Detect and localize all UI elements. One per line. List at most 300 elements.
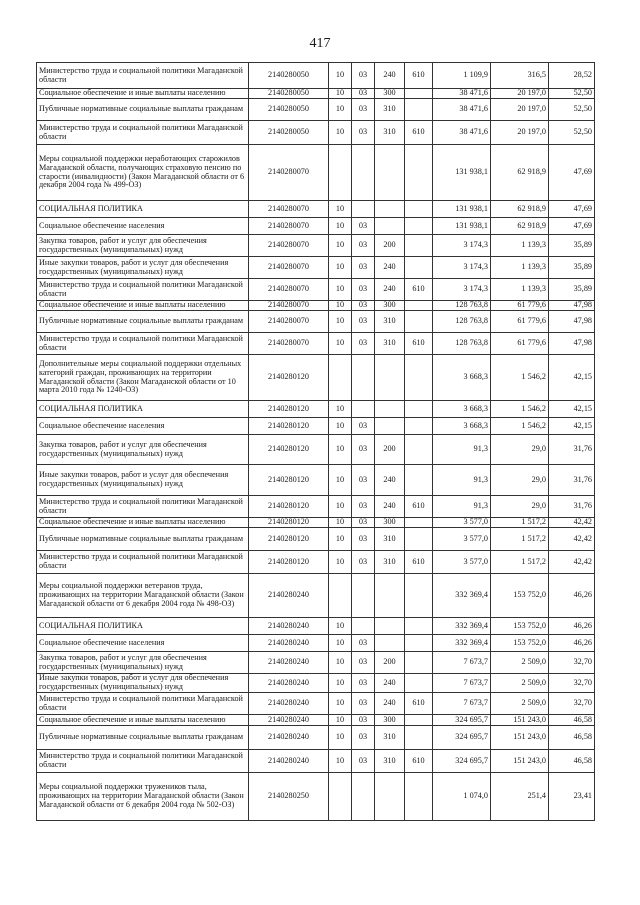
actual-amount-cell: 151 243,0 bbox=[491, 715, 549, 726]
section-cell: 10 bbox=[329, 652, 352, 674]
expense-type-cell bbox=[375, 574, 405, 618]
subsection-cell bbox=[352, 401, 375, 418]
row-name-cell: Министерство труда и социальной политики Магаданской области bbox=[37, 750, 249, 773]
actual-amount-cell: 1 546,2 bbox=[491, 401, 549, 418]
subsection-cell: 03 bbox=[352, 635, 375, 652]
target-article-cell: 2140280120 bbox=[249, 418, 329, 435]
expense-type-cell bbox=[375, 618, 405, 635]
administrator-cell: 610 bbox=[405, 551, 433, 574]
row-name-cell: Социальное обеспечение и иные выплаты населению bbox=[37, 301, 249, 311]
planned-amount-cell: 7 673,7 bbox=[433, 693, 491, 715]
expense-type-cell: 240 bbox=[375, 465, 405, 496]
row-name-cell: Министерство труда и социальной политики Магаданской области bbox=[37, 333, 249, 355]
administrator-cell bbox=[405, 618, 433, 635]
row-name-cell: Закупка товаров, работ и услуг для обеспечения государственных (муниципальных) нужд bbox=[37, 652, 249, 674]
section-cell: 10 bbox=[329, 715, 352, 726]
execution-percent-cell: 47,98 bbox=[549, 311, 595, 333]
expense-type-cell bbox=[375, 201, 405, 218]
actual-amount-cell: 61 779,6 bbox=[491, 333, 549, 355]
table-row bbox=[37, 145, 595, 201]
actual-amount-cell: 2 509,0 bbox=[491, 652, 549, 674]
administrator-cell bbox=[405, 89, 433, 99]
expense-type-cell: 200 bbox=[375, 652, 405, 674]
subsection-cell: 03 bbox=[352, 715, 375, 726]
execution-percent-cell: 42,15 bbox=[549, 401, 595, 418]
administrator-cell bbox=[405, 435, 433, 465]
section-cell: 10 bbox=[329, 218, 352, 235]
administrator-cell bbox=[405, 311, 433, 333]
target-article-cell: 2140280070 bbox=[249, 333, 329, 355]
administrator-cell bbox=[405, 635, 433, 652]
planned-amount-cell: 324 695,7 bbox=[433, 715, 491, 726]
row-name-cell: Публичные нормативные социальные выплаты гражданам bbox=[37, 311, 249, 333]
subsection-cell: 03 bbox=[352, 235, 375, 257]
subsection-cell bbox=[352, 145, 375, 201]
subsection-cell: 03 bbox=[352, 333, 375, 355]
subsection-cell: 03 bbox=[352, 652, 375, 674]
planned-amount-cell: 7 673,7 bbox=[433, 674, 491, 693]
actual-amount-cell: 1 139,3 bbox=[491, 257, 549, 279]
actual-amount-cell: 1 139,3 bbox=[491, 279, 549, 301]
table-row bbox=[37, 333, 595, 355]
execution-percent-cell: 47,69 bbox=[549, 145, 595, 201]
actual-amount-cell: 151 243,0 bbox=[491, 726, 549, 750]
administrator-cell bbox=[405, 773, 433, 821]
subsection-cell bbox=[352, 773, 375, 821]
section-cell bbox=[329, 355, 352, 401]
planned-amount-cell: 128 763,8 bbox=[433, 333, 491, 355]
expense-type-cell: 200 bbox=[375, 235, 405, 257]
section-cell: 10 bbox=[329, 99, 352, 121]
row-name-cell: Министерство труда и социальной политики Магаданской области bbox=[37, 121, 249, 145]
section-cell bbox=[329, 145, 352, 201]
subsection-cell bbox=[352, 355, 375, 401]
section-cell: 10 bbox=[329, 311, 352, 333]
target-article-cell: 2140280070 bbox=[249, 145, 329, 201]
row-name-cell: Иные закупки товаров, работ и услуг для обеспечения государственных (муниципальных) нужд bbox=[37, 257, 249, 279]
execution-percent-cell: 32,70 bbox=[549, 693, 595, 715]
section-cell: 10 bbox=[329, 435, 352, 465]
actual-amount-cell: 1 546,2 bbox=[491, 418, 549, 435]
administrator-cell: 610 bbox=[405, 693, 433, 715]
expense-type-cell: 300 bbox=[375, 518, 405, 528]
expense-type-cell: 200 bbox=[375, 435, 405, 465]
target-article-cell: 2140280120 bbox=[249, 435, 329, 465]
expense-type-cell bbox=[375, 145, 405, 201]
table-body bbox=[37, 63, 595, 821]
administrator-cell: 610 bbox=[405, 63, 433, 89]
expense-type-cell: 240 bbox=[375, 279, 405, 301]
row-name-cell: Иные закупки товаров, работ и услуг для обеспечения государственных (муниципальных) нужд bbox=[37, 674, 249, 693]
table-row bbox=[37, 235, 595, 257]
actual-amount-cell: 153 752,0 bbox=[491, 635, 549, 652]
section-cell: 10 bbox=[329, 726, 352, 750]
actual-amount-cell: 1 517,2 bbox=[491, 528, 549, 551]
target-article-cell: 2140280240 bbox=[249, 726, 329, 750]
expense-type-cell bbox=[375, 355, 405, 401]
execution-percent-cell: 42,42 bbox=[549, 551, 595, 574]
execution-percent-cell: 47,69 bbox=[549, 201, 595, 218]
row-name-cell: Социальное обеспечение и иные выплаты населению bbox=[37, 89, 249, 99]
table-row bbox=[37, 355, 595, 401]
planned-amount-cell: 1 074,0 bbox=[433, 773, 491, 821]
administrator-cell: 610 bbox=[405, 496, 433, 518]
planned-amount-cell: 38 471,6 bbox=[433, 99, 491, 121]
section-cell: 10 bbox=[329, 465, 352, 496]
row-name-cell: Публичные нормативные социальные выплаты гражданам bbox=[37, 726, 249, 750]
section-cell: 10 bbox=[329, 693, 352, 715]
administrator-cell bbox=[405, 465, 433, 496]
section-cell: 10 bbox=[329, 518, 352, 528]
planned-amount-cell: 91,3 bbox=[433, 496, 491, 518]
planned-amount-cell: 91,3 bbox=[433, 465, 491, 496]
subsection-cell: 03 bbox=[352, 121, 375, 145]
table-row bbox=[37, 715, 595, 726]
administrator-cell: 610 bbox=[405, 333, 433, 355]
administrator-cell bbox=[405, 201, 433, 218]
table-row bbox=[37, 674, 595, 693]
expense-type-cell: 240 bbox=[375, 257, 405, 279]
subsection-cell: 03 bbox=[352, 693, 375, 715]
actual-amount-cell: 61 779,6 bbox=[491, 311, 549, 333]
administrator-cell bbox=[405, 145, 433, 201]
target-article-cell: 2140280240 bbox=[249, 652, 329, 674]
subsection-cell: 03 bbox=[352, 726, 375, 750]
section-cell: 10 bbox=[329, 333, 352, 355]
expense-type-cell: 300 bbox=[375, 89, 405, 99]
actual-amount-cell: 62 918,9 bbox=[491, 201, 549, 218]
target-article-cell: 2140280240 bbox=[249, 693, 329, 715]
table-row bbox=[37, 496, 595, 518]
table-row bbox=[37, 652, 595, 674]
execution-percent-cell: 31,76 bbox=[549, 465, 595, 496]
administrator-cell bbox=[405, 301, 433, 311]
administrator-cell bbox=[405, 218, 433, 235]
planned-amount-cell: 38 471,6 bbox=[433, 89, 491, 99]
actual-amount-cell: 62 918,9 bbox=[491, 218, 549, 235]
target-article-cell: 2140280240 bbox=[249, 750, 329, 773]
execution-percent-cell: 35,89 bbox=[549, 235, 595, 257]
expense-type-cell: 310 bbox=[375, 311, 405, 333]
planned-amount-cell: 332 369,4 bbox=[433, 574, 491, 618]
administrator-cell bbox=[405, 518, 433, 528]
table-row bbox=[37, 89, 595, 99]
actual-amount-cell: 2 509,0 bbox=[491, 693, 549, 715]
expense-type-cell bbox=[375, 635, 405, 652]
table-row bbox=[37, 693, 595, 715]
actual-amount-cell: 29,0 bbox=[491, 435, 549, 465]
subsection-cell bbox=[352, 574, 375, 618]
actual-amount-cell: 251,4 bbox=[491, 773, 549, 821]
budget-table bbox=[36, 62, 595, 821]
target-article-cell: 2140280120 bbox=[249, 355, 329, 401]
expense-type-cell: 310 bbox=[375, 528, 405, 551]
target-article-cell: 2140280070 bbox=[249, 301, 329, 311]
execution-percent-cell: 47,69 bbox=[549, 218, 595, 235]
section-cell bbox=[329, 574, 352, 618]
planned-amount-cell: 3 668,3 bbox=[433, 418, 491, 435]
table-row bbox=[37, 635, 595, 652]
subsection-cell: 03 bbox=[352, 218, 375, 235]
target-article-cell: 2140280120 bbox=[249, 518, 329, 528]
section-cell: 10 bbox=[329, 201, 352, 218]
subsection-cell: 03 bbox=[352, 257, 375, 279]
planned-amount-cell: 3 668,3 bbox=[433, 355, 491, 401]
execution-percent-cell: 42,15 bbox=[549, 355, 595, 401]
execution-percent-cell: 46,58 bbox=[549, 715, 595, 726]
section-cell: 10 bbox=[329, 618, 352, 635]
execution-percent-cell: 46,26 bbox=[549, 618, 595, 635]
section-cell: 10 bbox=[329, 279, 352, 301]
target-article-cell: 2140280070 bbox=[249, 235, 329, 257]
execution-percent-cell: 28,52 bbox=[549, 63, 595, 89]
subsection-cell bbox=[352, 618, 375, 635]
subsection-cell: 03 bbox=[352, 311, 375, 333]
row-name-cell: СОЦИАЛЬНАЯ ПОЛИТИКА bbox=[37, 618, 249, 635]
actual-amount-cell: 1 139,3 bbox=[491, 235, 549, 257]
administrator-cell: 610 bbox=[405, 279, 433, 301]
planned-amount-cell: 324 695,7 bbox=[433, 726, 491, 750]
execution-percent-cell: 35,89 bbox=[549, 279, 595, 301]
subsection-cell: 03 bbox=[352, 301, 375, 311]
execution-percent-cell: 46,58 bbox=[549, 750, 595, 773]
planned-amount-cell: 3 577,0 bbox=[433, 528, 491, 551]
subsection-cell: 03 bbox=[352, 63, 375, 89]
execution-percent-cell: 42,42 bbox=[549, 518, 595, 528]
administrator-cell bbox=[405, 652, 433, 674]
administrator-cell bbox=[405, 715, 433, 726]
expense-type-cell: 310 bbox=[375, 551, 405, 574]
target-article-cell: 2140280050 bbox=[249, 89, 329, 99]
subsection-cell: 03 bbox=[352, 89, 375, 99]
actual-amount-cell: 1 517,2 bbox=[491, 551, 549, 574]
section-cell: 10 bbox=[329, 551, 352, 574]
target-article-cell: 2140280070 bbox=[249, 311, 329, 333]
planned-amount-cell: 131 938,1 bbox=[433, 145, 491, 201]
execution-percent-cell: 32,70 bbox=[549, 674, 595, 693]
execution-percent-cell: 52,50 bbox=[549, 121, 595, 145]
target-article-cell: 2140280120 bbox=[249, 528, 329, 551]
planned-amount-cell: 128 763,8 bbox=[433, 311, 491, 333]
row-name-cell: Меры социальной поддержки тружеников тыла, проживающих на территории Магаданской области (Закон Магаданской области от 6 декабря 2004 года № 502-ОЗ) bbox=[37, 773, 249, 821]
table-row bbox=[37, 726, 595, 750]
table-row bbox=[37, 301, 595, 311]
planned-amount-cell: 324 695,7 bbox=[433, 750, 491, 773]
administrator-cell bbox=[405, 726, 433, 750]
subsection-cell: 03 bbox=[352, 528, 375, 551]
administrator-cell bbox=[405, 235, 433, 257]
table-row bbox=[37, 218, 595, 235]
section-cell: 10 bbox=[329, 750, 352, 773]
target-article-cell: 2140280070 bbox=[249, 279, 329, 301]
actual-amount-cell: 20 197,0 bbox=[491, 121, 549, 145]
table-row bbox=[37, 418, 595, 435]
table-row bbox=[37, 99, 595, 121]
expense-type-cell: 240 bbox=[375, 674, 405, 693]
expense-type-cell bbox=[375, 418, 405, 435]
table-row bbox=[37, 750, 595, 773]
row-name-cell: Министерство труда и социальной политики Магаданской области bbox=[37, 63, 249, 89]
execution-percent-cell: 47,98 bbox=[549, 301, 595, 311]
target-article-cell: 2140280120 bbox=[249, 465, 329, 496]
row-name-cell: Меры социальной поддержки неработающих старожилов Магаданской области, получающих страховую пенсию по старости (инвалидности) (Закон Магаданской области от 6 декабря 2004 года № 499-ОЗ) bbox=[37, 145, 249, 201]
section-cell: 10 bbox=[329, 401, 352, 418]
planned-amount-cell: 3 174,3 bbox=[433, 235, 491, 257]
table-row bbox=[37, 435, 595, 465]
section-cell: 10 bbox=[329, 89, 352, 99]
table-row bbox=[37, 551, 595, 574]
target-article-cell: 2140280050 bbox=[249, 99, 329, 121]
execution-percent-cell: 42,42 bbox=[549, 528, 595, 551]
planned-amount-cell: 3 577,0 bbox=[433, 518, 491, 528]
target-article-cell: 2140280250 bbox=[249, 773, 329, 821]
execution-percent-cell: 47,98 bbox=[549, 333, 595, 355]
row-name-cell: Социальное обеспечение и иные выплаты населению bbox=[37, 715, 249, 726]
target-article-cell: 2140280240 bbox=[249, 674, 329, 693]
expense-type-cell: 310 bbox=[375, 99, 405, 121]
subsection-cell: 03 bbox=[352, 518, 375, 528]
row-name-cell: СОЦИАЛЬНАЯ ПОЛИТИКА bbox=[37, 201, 249, 218]
planned-amount-cell: 3 668,3 bbox=[433, 401, 491, 418]
row-name-cell: Публичные нормативные социальные выплаты гражданам bbox=[37, 99, 249, 121]
row-name-cell: СОЦИАЛЬНАЯ ПОЛИТИКА bbox=[37, 401, 249, 418]
actual-amount-cell: 61 779,6 bbox=[491, 301, 549, 311]
table-row bbox=[37, 121, 595, 145]
row-name-cell: Социальное обеспечение населения bbox=[37, 635, 249, 652]
row-name-cell: Социальное обеспечение населения bbox=[37, 418, 249, 435]
table-row bbox=[37, 773, 595, 821]
execution-percent-cell: 46,58 bbox=[549, 726, 595, 750]
table-row bbox=[37, 574, 595, 618]
section-cell: 10 bbox=[329, 63, 352, 89]
row-name-cell: Министерство труда и социальной политики Магаданской области bbox=[37, 693, 249, 715]
row-name-cell: Закупка товаров, работ и услуг для обеспечения государственных (муниципальных) нужд bbox=[37, 235, 249, 257]
row-name-cell: Министерство труда и социальной политики Магаданской области bbox=[37, 496, 249, 518]
planned-amount-cell: 131 938,1 bbox=[433, 218, 491, 235]
execution-percent-cell: 35,89 bbox=[549, 257, 595, 279]
actual-amount-cell: 29,0 bbox=[491, 496, 549, 518]
execution-percent-cell: 46,26 bbox=[549, 574, 595, 618]
subsection-cell bbox=[352, 201, 375, 218]
expense-type-cell: 310 bbox=[375, 726, 405, 750]
planned-amount-cell: 38 471,6 bbox=[433, 121, 491, 145]
expense-type-cell: 300 bbox=[375, 715, 405, 726]
target-article-cell: 2140280240 bbox=[249, 618, 329, 635]
row-name-cell: Министерство труда и социальной политики Магаданской области bbox=[37, 279, 249, 301]
planned-amount-cell: 3 174,3 bbox=[433, 279, 491, 301]
planned-amount-cell: 3 577,0 bbox=[433, 551, 491, 574]
actual-amount-cell: 153 752,0 bbox=[491, 574, 549, 618]
administrator-cell bbox=[405, 355, 433, 401]
expense-type-cell: 240 bbox=[375, 693, 405, 715]
row-name-cell: Дополнительные меры социальной поддержки отдельных категорий граждан, проживающих на территории Магаданской области (Закон Магаданской области от 10 марта 2010 года № 1240-ОЗ) bbox=[37, 355, 249, 401]
subsection-cell: 03 bbox=[352, 435, 375, 465]
section-cell: 10 bbox=[329, 257, 352, 279]
target-article-cell: 2140280050 bbox=[249, 121, 329, 145]
administrator-cell bbox=[405, 99, 433, 121]
planned-amount-cell: 332 369,4 bbox=[433, 618, 491, 635]
actual-amount-cell: 62 918,9 bbox=[491, 145, 549, 201]
expense-type-cell bbox=[375, 401, 405, 418]
section-cell: 10 bbox=[329, 418, 352, 435]
administrator-cell bbox=[405, 257, 433, 279]
execution-percent-cell: 52,50 bbox=[549, 99, 595, 121]
subsection-cell: 03 bbox=[352, 465, 375, 496]
section-cell: 10 bbox=[329, 528, 352, 551]
actual-amount-cell: 20 197,0 bbox=[491, 99, 549, 121]
subsection-cell: 03 bbox=[352, 674, 375, 693]
target-article-cell: 2140280120 bbox=[249, 401, 329, 418]
actual-amount-cell: 20 197,0 bbox=[491, 89, 549, 99]
target-article-cell: 2140280240 bbox=[249, 715, 329, 726]
actual-amount-cell: 29,0 bbox=[491, 465, 549, 496]
planned-amount-cell: 128 763,8 bbox=[433, 301, 491, 311]
target-article-cell: 2140280050 bbox=[249, 63, 329, 89]
section-cell: 10 bbox=[329, 496, 352, 518]
administrator-cell: 610 bbox=[405, 121, 433, 145]
expense-type-cell: 240 bbox=[375, 496, 405, 518]
administrator-cell bbox=[405, 574, 433, 618]
administrator-cell bbox=[405, 674, 433, 693]
planned-amount-cell: 3 174,3 bbox=[433, 257, 491, 279]
section-cell: 10 bbox=[329, 674, 352, 693]
expense-type-cell: 310 bbox=[375, 333, 405, 355]
administrator-cell bbox=[405, 528, 433, 551]
actual-amount-cell: 151 243,0 bbox=[491, 750, 549, 773]
planned-amount-cell: 91,3 bbox=[433, 435, 491, 465]
target-article-cell: 2140280070 bbox=[249, 201, 329, 218]
row-name-cell: Закупка товаров, работ и услуг для обеспечения государственных (муниципальных) нужд bbox=[37, 435, 249, 465]
row-name-cell: Публичные нормативные социальные выплаты гражданам bbox=[37, 528, 249, 551]
target-article-cell: 2140280070 bbox=[249, 257, 329, 279]
subsection-cell: 03 bbox=[352, 418, 375, 435]
subsection-cell: 03 bbox=[352, 279, 375, 301]
expense-type-cell bbox=[375, 773, 405, 821]
table-row bbox=[37, 465, 595, 496]
section-cell: 10 bbox=[329, 235, 352, 257]
expense-type-cell: 310 bbox=[375, 750, 405, 773]
execution-percent-cell: 32,70 bbox=[549, 652, 595, 674]
subsection-cell: 03 bbox=[352, 551, 375, 574]
planned-amount-cell: 332 369,4 bbox=[433, 635, 491, 652]
target-article-cell: 2140280240 bbox=[249, 635, 329, 652]
table-row bbox=[37, 401, 595, 418]
execution-percent-cell: 46,26 bbox=[549, 635, 595, 652]
target-article-cell: 2140280120 bbox=[249, 551, 329, 574]
subsection-cell: 03 bbox=[352, 496, 375, 518]
target-article-cell: 2140280070 bbox=[249, 218, 329, 235]
planned-amount-cell: 131 938,1 bbox=[433, 201, 491, 218]
administrator-cell bbox=[405, 401, 433, 418]
page-number: 417 bbox=[309, 36, 331, 51]
expense-type-cell bbox=[375, 218, 405, 235]
row-name-cell: Социальное обеспечение и иные выплаты населению bbox=[37, 518, 249, 528]
expense-type-cell: 310 bbox=[375, 121, 405, 145]
row-name-cell: Иные закупки товаров, работ и услуг для обеспечения государственных (муниципальных) нужд bbox=[37, 465, 249, 496]
section-cell: 10 bbox=[329, 121, 352, 145]
table-row bbox=[37, 201, 595, 218]
table-row bbox=[37, 518, 595, 528]
expense-type-cell: 300 bbox=[375, 301, 405, 311]
target-article-cell: 2140280240 bbox=[249, 574, 329, 618]
execution-percent-cell: 23,41 bbox=[549, 773, 595, 821]
target-article-cell: 2140280120 bbox=[249, 496, 329, 518]
table-row bbox=[37, 257, 595, 279]
row-name-cell: Меры социальной поддержки ветеранов труда, проживающих на территории Магаданской области (Закон Магаданской области от 6 декабря 2004 года № 498-ОЗ) bbox=[37, 574, 249, 618]
actual-amount-cell: 153 752,0 bbox=[491, 618, 549, 635]
execution-percent-cell: 31,76 bbox=[549, 496, 595, 518]
row-name-cell: Министерство труда и социальной политики Магаданской области bbox=[37, 551, 249, 574]
